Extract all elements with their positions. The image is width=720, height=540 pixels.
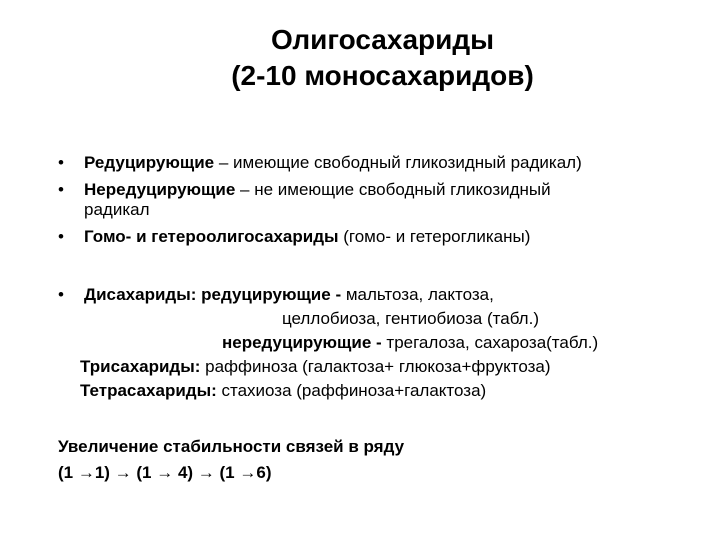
tetrasaccharides-label: Тетрасахариды: [80, 381, 217, 400]
trisaccharides-label: Трисахариды: [80, 357, 201, 376]
list-item-nonreducing [58, 180, 698, 220]
definition-nonreducing: – не имеющие свободный гликозидный [235, 180, 551, 199]
reducing-list-2: целлобиоза, гентиобиоза (табл.) [282, 309, 539, 328]
slide-title [0, 22, 720, 94]
tetrasaccharides-text: стахиоза (раффиноза+галактоза) [216, 381, 487, 400]
definition-nonreducing-cont: радикал [84, 200, 150, 219]
bullet-icon: • [58, 180, 64, 199]
bullet-icon: • [58, 285, 64, 304]
stability-note [58, 434, 698, 486]
stability-note-line-1: Увеличение стабильности связей в ряду [58, 437, 405, 456]
term-homo-hetero: Гомо- и гетероолигосахариды [84, 227, 339, 246]
term-reducing: Редуцирующие [84, 153, 215, 172]
title-line-1: Олигосахариды [270, 24, 495, 55]
nonreducing-list: трегалоза, сахароза(табл.) [381, 333, 599, 352]
stability-note-line-2: (1 →1) → (1 → 4) → (1 →6) [58, 463, 272, 482]
disaccharides-label: Дисахариды: [84, 285, 197, 304]
tetrasaccharides-line [80, 379, 486, 403]
list-item-reducing [58, 153, 698, 173]
list-item-homo-hetero [58, 227, 698, 247]
disaccharides-line-1 [84, 283, 494, 307]
disaccharides-row-3 [58, 331, 698, 355]
oligosaccharide-examples [58, 283, 698, 403]
definition-homo-hetero: (гомо- и гетерогликаны) [338, 227, 531, 246]
trisaccharides-line [80, 355, 551, 379]
tetrasaccharides-row [58, 379, 698, 403]
bullet-icon: • [58, 227, 64, 246]
trisaccharides-row [58, 355, 698, 379]
definition-reducing: – имеющие свободный гликозидный радикал) [214, 153, 582, 172]
bullet-icon: • [58, 153, 64, 172]
reducing-dash: - [330, 285, 346, 304]
disaccharides-row-2 [58, 307, 698, 331]
reducing-list-1: мальтоза, лактоза, [345, 285, 494, 304]
title-line-2: (2-10 моносахаридов) [231, 60, 534, 91]
trisaccharides-text: раффиноза (галактоза+ глюкоза+фруктоза) [200, 357, 551, 376]
nonreducing-line [222, 331, 598, 355]
classification-list [58, 153, 698, 254]
reducing-label: редуцирующие [201, 285, 331, 304]
disaccharides-row [58, 283, 698, 307]
term-nonreducing: Нередуцирующие [84, 180, 236, 199]
nonreducing-label: нередуцирующие - [222, 333, 382, 352]
